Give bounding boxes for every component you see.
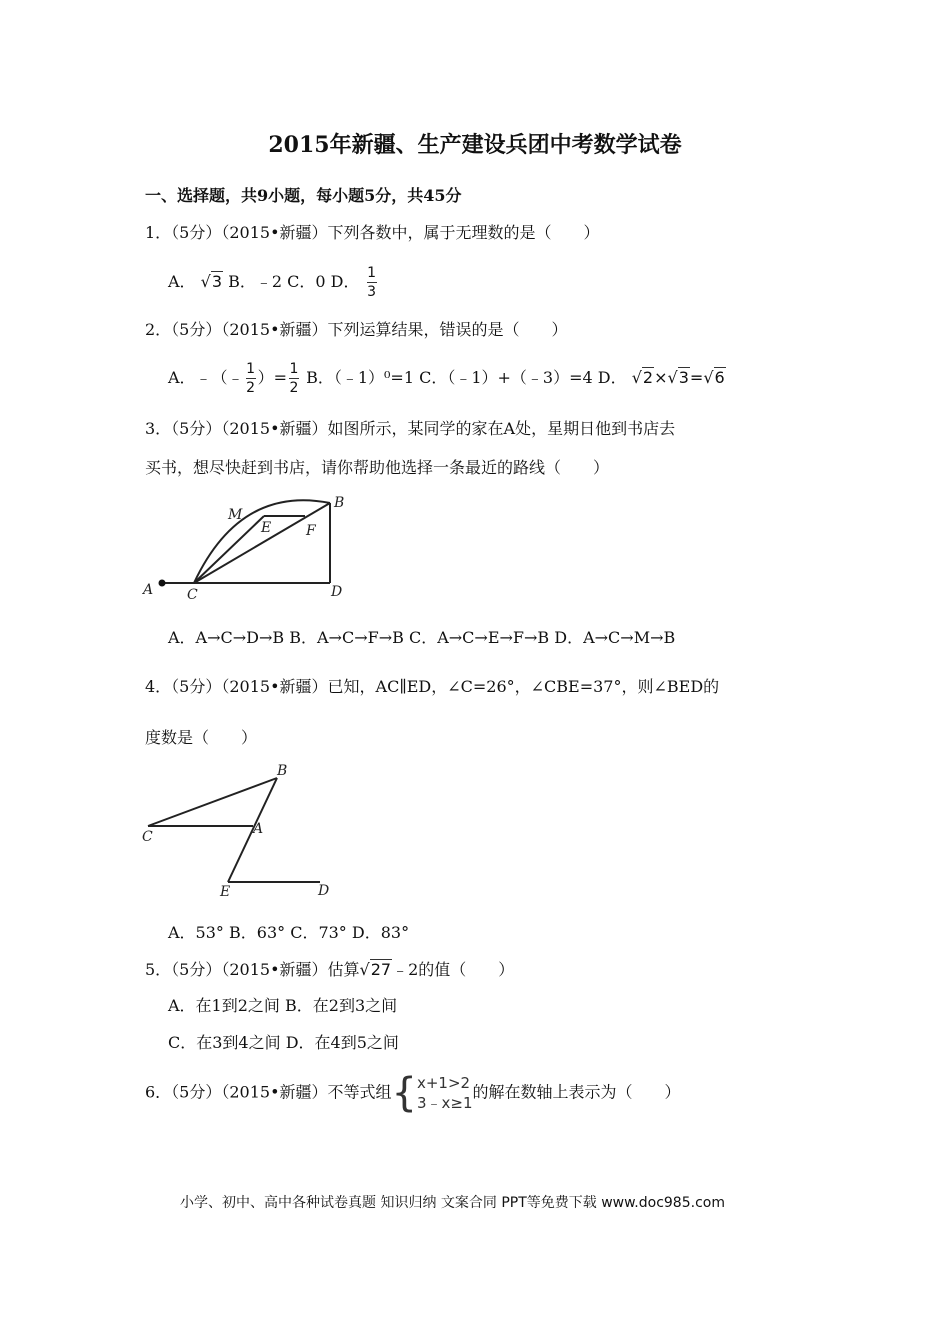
q1-option-a-label: A． bbox=[168, 272, 196, 291]
inequality-2: 3﹣x≥1 bbox=[416, 1094, 473, 1112]
sqrt-symbol: √3 bbox=[200, 272, 223, 291]
inequality-1: x+1>2 bbox=[416, 1074, 471, 1092]
fraction-denominator: 2 bbox=[289, 380, 299, 396]
label-D: D bbox=[331, 584, 343, 600]
fraction-numerator: 1 bbox=[367, 265, 377, 281]
question-3-options: A．A→C→D→B B．A→C→F→B C．A→C→E→F→B D．A→C→M→B bbox=[168, 628, 676, 647]
q2-option-d-expr: √2×√3=√6 bbox=[631, 368, 725, 387]
label-C: C bbox=[187, 587, 198, 603]
fraction-numerator: 1 bbox=[289, 361, 299, 377]
question-2-options bbox=[168, 362, 726, 395]
question-3-stem-line2: 买书，想尽快赶到书店，请你帮助他选择一条最近的路线（ ） bbox=[145, 458, 610, 477]
page-title: 2015年新疆、生产建设兵团中考数学试卷 bbox=[268, 132, 682, 158]
question-1-options bbox=[168, 266, 379, 299]
radicand: 27 bbox=[370, 960, 392, 979]
label-D: D bbox=[318, 883, 330, 899]
q5-stem-pre: 5．（5分）（2015•新疆）估算 bbox=[145, 960, 360, 979]
q2-fraction-1 bbox=[246, 362, 256, 395]
label-A: A bbox=[143, 582, 154, 598]
question-6-stem bbox=[145, 1070, 681, 1116]
question-4-stem-line1: 4．（5分）（2015•新疆）已知，AC∥ED，∠C=26°，∠CBE=37°，则∠BED的 bbox=[145, 677, 720, 696]
label-C: C bbox=[142, 829, 153, 845]
label-F: F bbox=[306, 523, 316, 539]
label-A: A bbox=[253, 821, 264, 837]
question-3-stem-line1: 3．（5分）（2015•新疆）如图所示，某同学的家在A处，星期日他到书店去 bbox=[145, 419, 676, 438]
q2-option-a-mid: ）= bbox=[257, 368, 287, 387]
inequality-system bbox=[417, 1073, 473, 1113]
q2-options-bcd: B．（﹣1）⁰=1 C．（﹣1）+（﹣3）=4 D． bbox=[306, 368, 627, 387]
q2-fraction-2 bbox=[289, 362, 299, 395]
label-E: E bbox=[220, 884, 231, 900]
question-5-options-line1: A．在1到2之间 B．在2到3之间 bbox=[168, 996, 398, 1015]
q5-sqrt: √27 bbox=[359, 960, 392, 979]
fraction-denominator: 3 bbox=[367, 284, 377, 300]
q2-option-a-label: A．﹣（﹣ bbox=[168, 368, 244, 387]
fraction-numerator: 1 bbox=[246, 361, 256, 377]
line-CE bbox=[194, 516, 264, 583]
q1-options-bcd: B．﹣2 C．0 D． bbox=[228, 272, 360, 291]
question-3-figure bbox=[140, 490, 360, 605]
radicand: 6 bbox=[714, 368, 725, 387]
label-B: B bbox=[277, 763, 288, 779]
q6-stem-post: 的解在数轴上表示为（ ） bbox=[472, 1082, 681, 1102]
question-4-figure bbox=[140, 758, 340, 903]
question-5-stem bbox=[145, 957, 514, 980]
point-A bbox=[159, 580, 166, 587]
radicand: 3 bbox=[678, 368, 689, 387]
question-4-stem-line2: 度数是（ ） bbox=[145, 728, 258, 747]
q1-radicand: 3 bbox=[211, 272, 223, 291]
label-B: B bbox=[334, 495, 345, 511]
line-CB bbox=[194, 503, 330, 583]
question-4-options: A．53° B．63° C．73° D．83° bbox=[168, 923, 410, 942]
label-E: E bbox=[261, 520, 272, 536]
question-1-stem: 1．（5分）（2015•新疆）下列各数中，属于无理数的是（ ） bbox=[145, 223, 600, 242]
times-sign: × bbox=[654, 368, 668, 387]
q6-stem-pre: 6．（5分）（2015•新疆）不等式组 bbox=[145, 1082, 392, 1102]
radicand: 2 bbox=[642, 368, 654, 387]
q5-stem-post: ﹣2的值（ ） bbox=[392, 960, 515, 979]
q1-fraction bbox=[367, 266, 377, 299]
question-2-stem: 2．（5分）（2015•新疆）下列运算结果，错误的是（ ） bbox=[145, 320, 568, 339]
fraction-denominator: 2 bbox=[246, 380, 256, 396]
label-M: M bbox=[228, 507, 243, 523]
equals-sign: = bbox=[689, 368, 704, 387]
section-heading: 一、选择题，共9小题，每小题5分，共45分 bbox=[145, 186, 462, 205]
footer-text: 小学、初中、高中各种试卷真题 知识归纳 文案合同 PPT等免费下载 www.doc985.com bbox=[180, 1195, 725, 1211]
brace-symbol: { bbox=[391, 1070, 417, 1116]
question-5-options-line2: C．在3到4之间 D．在4到5之间 bbox=[168, 1033, 399, 1052]
